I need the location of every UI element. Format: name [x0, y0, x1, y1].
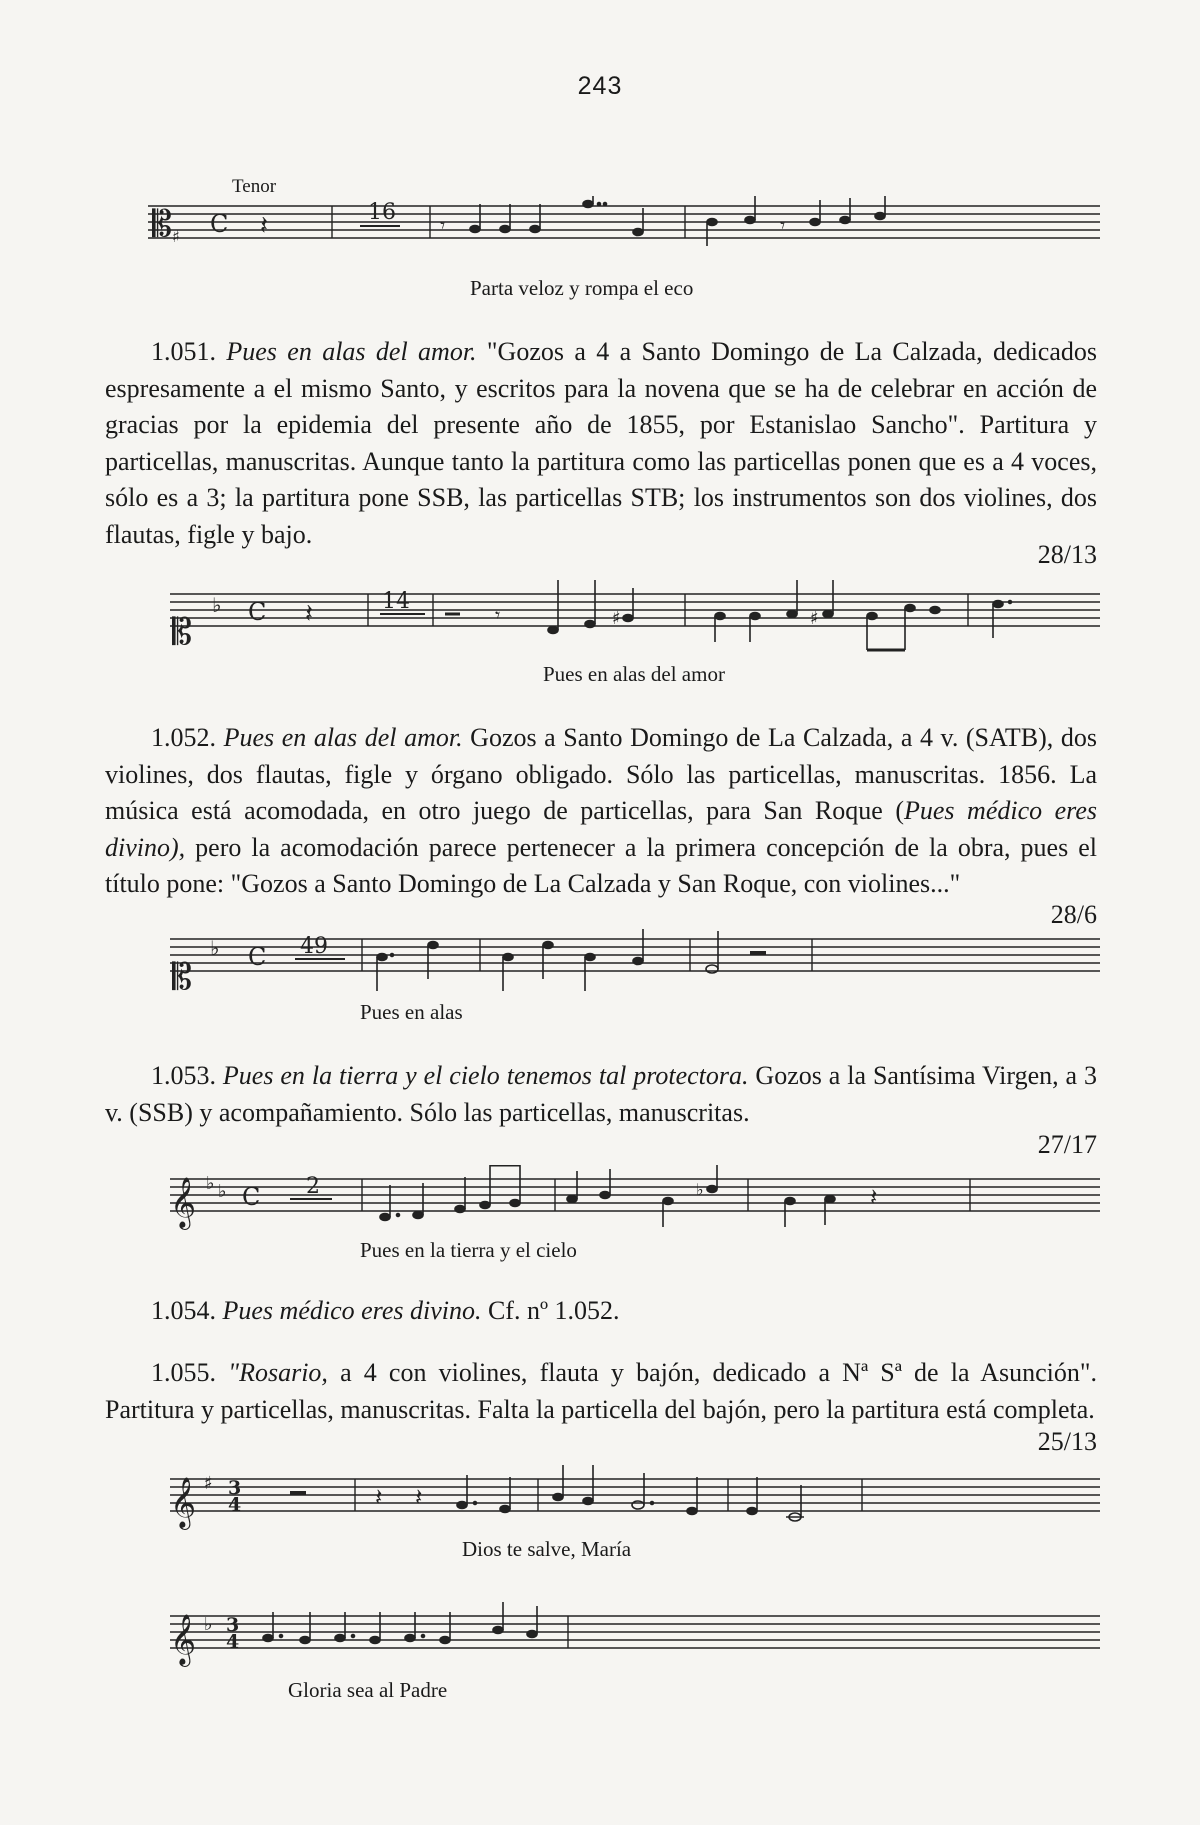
- svg-text:4: 4: [228, 1494, 242, 1516]
- incipit-caption: Pues en alas: [360, 1000, 463, 1024]
- svg-text:♭: ♭: [210, 936, 220, 960]
- svg-text:♯: ♯: [612, 608, 621, 629]
- svg-text:C: C: [210, 210, 229, 238]
- entry-title: Pues médico eres divino.: [222, 1296, 482, 1325]
- entry-title: "Rosario,: [228, 1358, 328, 1387]
- svg-text:𝄾: 𝄾: [780, 213, 786, 237]
- music-incipit-1051: [100, 580, 1100, 730]
- entry-description: Gozos a la Santísima Virgen, a 3 v. (SSB) y acompañamiento. Sólo las particellas, manuscritas.: [105, 1061, 1097, 1127]
- incipit-caption: Gloria sea al Padre: [288, 1678, 448, 1702]
- catalog-entry-1054: [105, 1293, 1097, 1330]
- entry-description: Cf. nº 1.052.: [481, 1296, 620, 1325]
- svg-text:𝄾: 𝄾: [495, 603, 501, 627]
- time-signature: 3: [228, 1477, 242, 1499]
- entry-number: 1.051.: [151, 337, 216, 366]
- entry-number: 1.054.: [151, 1296, 216, 1325]
- entry-title: Pues en alas del amor.: [223, 723, 463, 752]
- entry-number: 1.055.: [151, 1358, 216, 1387]
- svg-text:♭: ♭: [696, 1180, 704, 1199]
- catalog-entry-1055: [105, 1355, 1097, 1428]
- svg-text:C: C: [248, 943, 267, 971]
- svg-text:𝄽: 𝄽: [870, 1183, 878, 1211]
- incipit-caption: Pues en la tierra y el cielo: [360, 1238, 577, 1262]
- shelfmark: 27/17: [1037, 1130, 1097, 1159]
- svg-text:𝄡: 𝄡: [172, 957, 193, 998]
- svg-text:𝄽: 𝄽: [305, 599, 313, 629]
- catalog-entry-1051: [105, 334, 1097, 553]
- incipit-caption: Pues en alas del amor: [543, 662, 725, 686]
- svg-text:𝄽: 𝄽: [375, 1483, 383, 1511]
- svg-text:𝄞: 𝄞: [170, 1477, 197, 1528]
- svg-text:C: C: [248, 598, 267, 626]
- music-incipit-1052: [100, 925, 1100, 1075]
- music-incipit-tenor: [100, 196, 1100, 346]
- incipit-caption: Parta veloz y rompa el eco: [470, 276, 694, 300]
- shelfmark: 28/6: [1050, 900, 1097, 929]
- svg-text:♯: ♯: [204, 1473, 213, 1494]
- music-incipit-1055-b: [100, 1602, 1100, 1752]
- catalog-entry-1053: [105, 1058, 1097, 1131]
- part-label-tenor: Tenor: [232, 176, 277, 197]
- entry-description: Gozos a Santo Domingo de La Calzada, a 4 v. (SATB), dos violines, dos flautas, figle y órgano obligado. Sólo las particellas, manuscritas. 1856. La música está acomodada, en otro juego de particellas, para San Roque (: [105, 723, 1097, 825]
- svg-text:𝄽: 𝄽: [260, 211, 268, 241]
- measure-rest-count: 14: [382, 589, 410, 614]
- svg-text:𝄡: 𝄡: [172, 612, 193, 653]
- incipit-caption: Dios te salve, María: [462, 1537, 632, 1561]
- svg-text:3: 3: [226, 1614, 240, 1636]
- entry-title: Pues en alas del amor.: [226, 337, 477, 366]
- shelfmark: 28/13: [1037, 540, 1097, 569]
- page-number: 243: [577, 72, 623, 100]
- entry-italic-reference: Pues médico eres divino),: [105, 796, 1097, 862]
- svg-text:♭: ♭: [206, 1173, 215, 1194]
- svg-text:𝄞: 𝄞: [170, 1177, 197, 1228]
- measure-rest-count: 16: [368, 200, 396, 225]
- svg-text:𝄽: 𝄽: [415, 1483, 423, 1511]
- entry-description: "Gozos a 4 a Santo Domingo de La Calzada, dedicados espresamente a el mismo Santo, y escritos para la novena que se ha de celebrar en acción de gracias por la epidemia del presente año de 1855, por Estanislao Sancho". Partitura y particellas, manuscritas. Aunque tanto la partitura como las particellas ponen que es a 4 voces, sólo es a 3; la partitura pone SSB, las particellas STB; los instrumentos son dos violines, dos flautas, figle y bajo.: [105, 337, 1097, 549]
- entry-number: 1.053.: [151, 1061, 216, 1090]
- entry-title: Pues en la tierra y el cielo tenemos tal protectora.: [222, 1061, 749, 1090]
- shelfmark: 25/13: [1037, 1427, 1097, 1456]
- svg-text:♭: ♭: [212, 593, 222, 617]
- measure-rest-count: 2: [306, 1174, 320, 1199]
- measure-rest-count: 49: [300, 934, 328, 959]
- svg-text:4: 4: [226, 1631, 240, 1653]
- svg-text:♯: ♯: [810, 608, 819, 629]
- entry-description-continued: pero la acomodación parece pertenecer a la primera concepción de la obra, pues el título pone: "Gozos a Santo Domingo de La Calzada y San Roque, con violines...": [105, 832, 1097, 898]
- svg-text:𝄞: 𝄞: [170, 1614, 197, 1665]
- svg-text:𝄾: 𝄾: [440, 213, 446, 237]
- svg-text:C: C: [242, 1183, 261, 1211]
- svg-text:𝄡: 𝄡: [152, 204, 173, 245]
- svg-text:♯: ♯: [172, 227, 180, 246]
- catalog-entry-1052: [105, 720, 1097, 903]
- svg-text:♭: ♭: [204, 1614, 213, 1635]
- svg-text:♭: ♭: [218, 1181, 227, 1202]
- entry-description: a 4 con violines, flauta y bajón, dedicado a Nª Sª de la Asunción". Partitura y particellas, manuscritas. Falta la particella del bajón, pero la partitura está completa.: [105, 1358, 1098, 1424]
- entry-number: 1.052.: [151, 723, 216, 752]
